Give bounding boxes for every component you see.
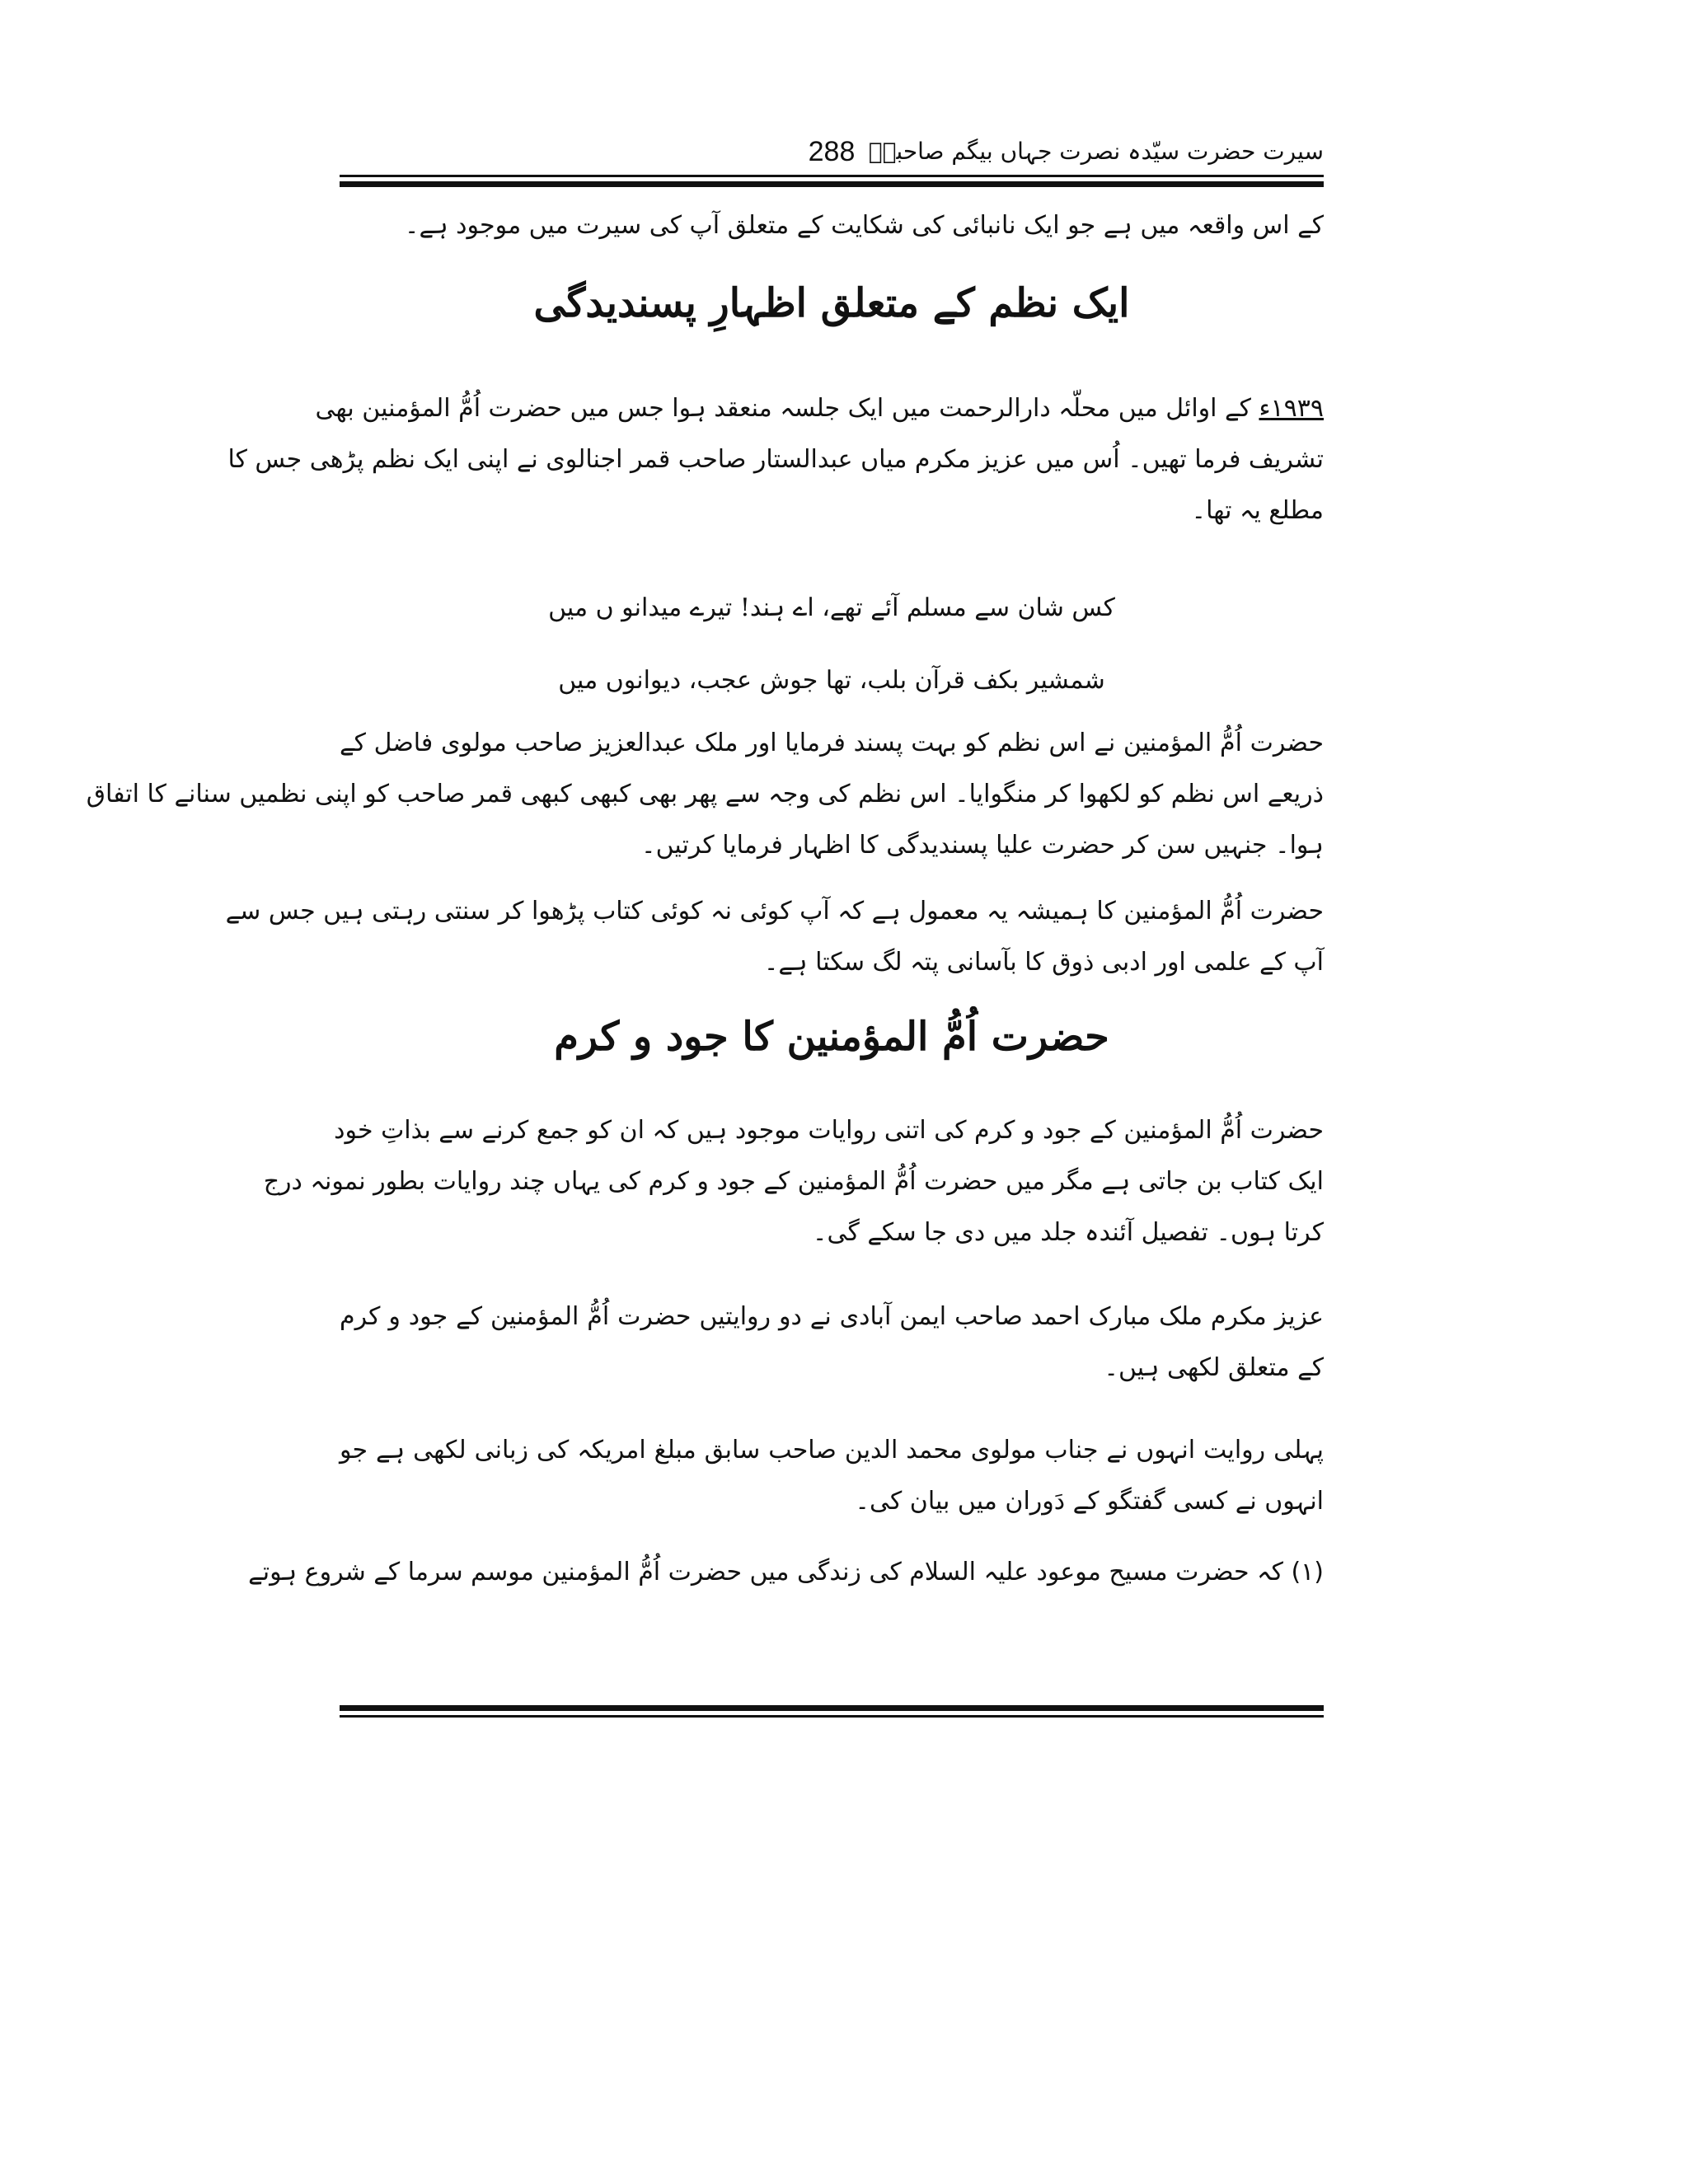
section-heading-generosity: حضرت اُمُّ المؤمنین کا جود و کرم: [554, 1014, 1109, 1060]
footer-rule-thick: [340, 1705, 1324, 1711]
poem-verse-2: شمشیر بکف قرآن بلب، تھا جوش عجب، دیوانوں میں: [558, 666, 1105, 695]
paragraph-line: مطلع یہ تھا۔: [1191, 496, 1324, 525]
section-heading-poem-appreciation: ایک نظم کے متعلق اظہارِ پسندیدگی: [533, 280, 1130, 326]
paragraph-line: ہوا۔ جنہیں سن کر حضرت علیا پسندیدگی کا اظہار فرمایا کرتیں۔: [641, 831, 1324, 860]
paragraph-line: [315, 394, 1324, 423]
paragraph-line: ایک کتاب بن جاتی ہے مگر میں حضرت اُمُّ المؤمنین کے جود و کرم کی یہاں چند روایات بطور نمونہ درج: [263, 1167, 1324, 1196]
paragraph-line: انہوں نے کسی گفتگو کے دَوران میں بیان کی۔: [855, 1487, 1324, 1516]
footer-rule-thin: [340, 1715, 1324, 1718]
running-header-title: سیرت حضرت سیّدہ نصرت جہاں بیگم صاحبہؓ: [868, 138, 1324, 165]
paragraph-line: حضرت اُمُّ المؤمنین کا ہمیشہ یہ معمول ہے کہ آپ کوئی نہ کوئی کتاب پڑھوا کر سنتی رہتی ہیں جس سے: [225, 897, 1324, 926]
paragraph-line: حضرت اُمُّ المؤمنین کے جود و کرم کی اتنی روایات موجود ہیں کہ ان کو جمع کرنے سے بذاتِ خود: [334, 1116, 1324, 1145]
page-number: 288: [808, 136, 856, 167]
paragraph-line: (۱) کہ حضرت مسیح موعود علیہ السلام کی زندگی میں حضرت اُمُّ المؤمنین موسم سرما کے شروع ہوتے: [248, 1558, 1324, 1586]
paragraph-line: عزیز مکرم ملک مبارک احمد صاحب ایمن آبادی نے دو روایتیں حضرت اُمُّ المؤمنین کے جود و کرم: [340, 1302, 1324, 1331]
year-1939: ۱۹۳۹ء: [1259, 394, 1324, 423]
paragraph-line: ذریعے اس نظم کو لکھوا کر منگوایا۔ اس نظم کی وجہ سے پھر بھی کبھی کبھی قمر صاحب کو اپنی نظمیں سنانے کا اتفاق: [86, 780, 1324, 808]
paragraph-line: تشریف فرما تھیں۔ اُس میں عزیز مکرم میاں عبدالستار صاحب قمر اجنالوی نے اپنی ایک نظم پڑھی جس کا: [227, 445, 1324, 474]
paragraph-line: کے متعلق لکھی ہیں۔: [1104, 1353, 1324, 1382]
paragraph-line: آپ کے علمی اور ادبی ذوق کا بآسانی پتہ لگ سکتا ہے۔: [763, 948, 1324, 977]
paragraph-line-text: کے اوائل میں محلّہ دارالرحمت میں ایک جلسہ منعقد ہوا جس میں حضرت اُمُّ المؤمنین بھی: [315, 394, 1259, 423]
paragraph-line: حضرت اُمُّ المؤمنین نے اس نظم کو بہت پسند فرمایا اور ملک عبدالعزیز صاحب مولوی فاضل کے: [340, 729, 1324, 757]
paragraph-line: کرتا ہوں۔ تفصیل آئندہ جلد میں دی جا سکے گی۔: [812, 1218, 1324, 1247]
intro-line: کے اس واقعہ میں ہے جو ایک نانبائی کی شکایت کے متعلق آپ کی سیرت میں موجود ہے۔: [404, 211, 1324, 240]
page-body: [86, 0, 1324, 2184]
poem-verse-1: کس شان سے مسلم آئے تھے، اے ہند! تیرے میدانو ں میں: [548, 593, 1115, 622]
paragraph-line: پہلی روایت انہوں نے جناب مولوی محمد الدین صاحب سابق مبلغ امریکہ کی زبانی لکھی ہے جو: [340, 1436, 1324, 1465]
